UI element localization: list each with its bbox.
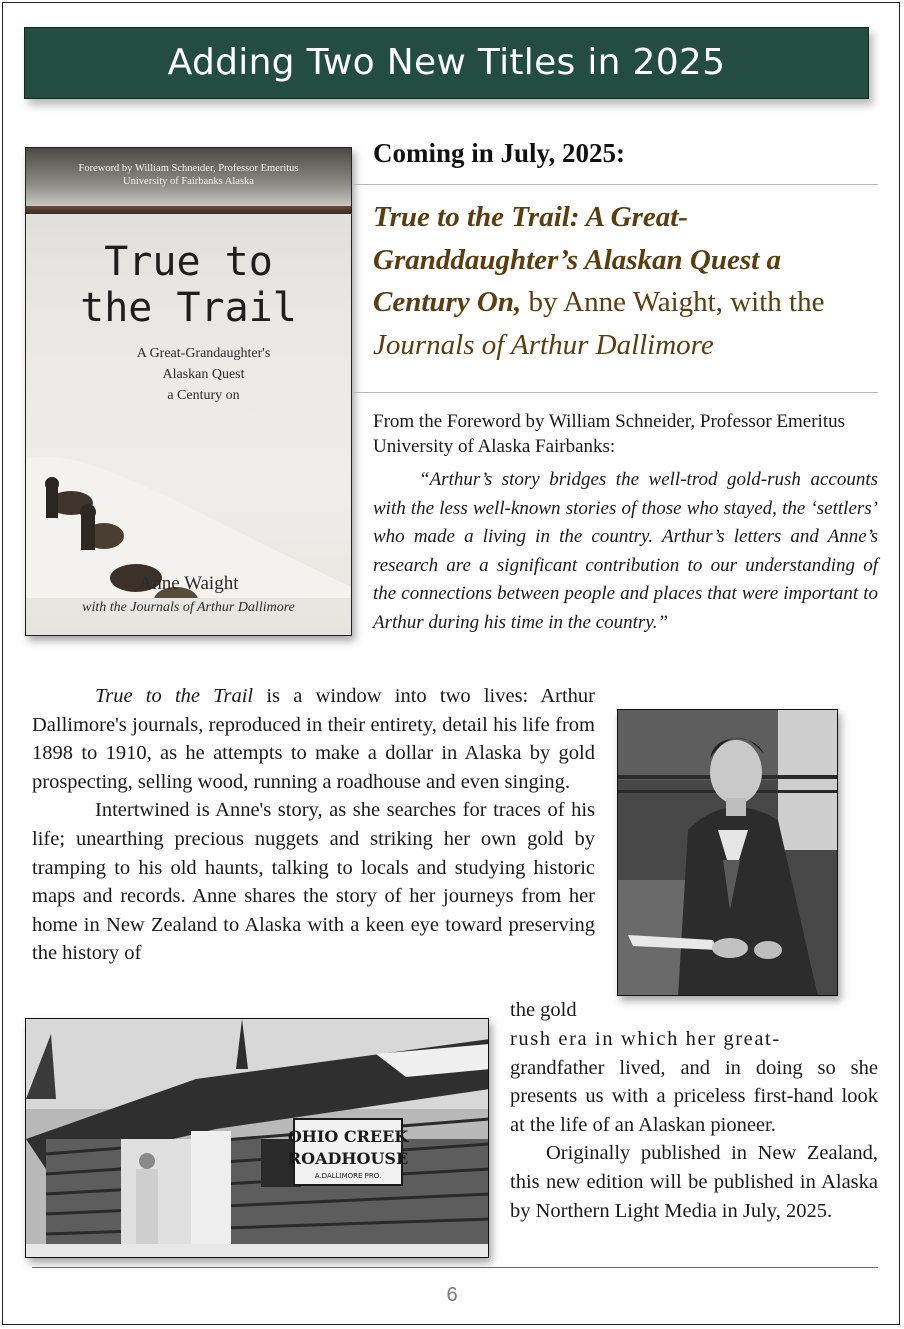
paragraph-2-gold: the gold xyxy=(510,999,577,1021)
foreword-intro: From the Foreword by William Schneider, Professor Emeritus University of Alaska Fairbanks: xyxy=(373,411,845,457)
cover-foreword xyxy=(26,162,351,188)
portrait-illustration xyxy=(618,710,838,996)
book-title: True to the Trail: A Great-Granddaughter’s Alaskan Quest a Century On, xyxy=(373,201,781,318)
divider-mid xyxy=(353,392,878,393)
paragraph-3: Originally published in New Zealand, this new edition will be published in Alaska by Northern Light Media in July, 2025. xyxy=(510,1142,878,1222)
divider-top xyxy=(353,184,878,185)
paragraph-2-rush: rush era in which her great- xyxy=(510,1028,781,1050)
cover-foreword-line1: Foreword by William Schneider, Professor Emeritus xyxy=(78,163,299,174)
cover-title-line2: the Trail xyxy=(80,285,297,331)
body-text-lower xyxy=(510,1025,878,1225)
coming-heading: Coming in July, 2025: xyxy=(373,138,626,168)
arthur-portrait-photo xyxy=(617,709,838,996)
roadhouse-sign-line1: OHIO CREEK xyxy=(287,1127,409,1146)
section-banner: Adding Two New Titles in 2025 xyxy=(24,27,869,99)
cover-journals: with the Journals of Arthur Dallimore xyxy=(82,600,295,615)
foreword-quote: “Arthur’s story bridges the well-trod gold-rush accounts with the less well-known stories of those who stayed, the ‘settlers’ who made a living in the country. Arthur’s letters and Anne’s research are a significant contribution to our understanding of the connections between people and places that were important to Arthur during his time in the country.” xyxy=(373,469,878,633)
book-title-block xyxy=(373,196,873,366)
cover-foreword-line2: University of Fairbanks Alaska xyxy=(123,176,254,187)
roadhouse-illustration xyxy=(26,1019,489,1258)
cover-subtitle-line2: Alaskan Quest xyxy=(162,367,245,382)
cover-subtitle-line3: a Century on xyxy=(167,388,240,403)
paragraph-2-start: Intertwined is Anne's story, as she searches for traces of his life; unearthing precious nuggets and striking her own gold by tramping to his old haunts, talking to locals and studying historic maps and records. Anne shares the story of her journeys from her home in New Zealand to Alaska with a keen eye toward preserving the history of xyxy=(32,799,595,965)
cover-subtitle-line1: A Great-Grandaughter's xyxy=(136,346,271,361)
paragraph-1 xyxy=(32,682,595,796)
footer-rule xyxy=(32,1267,878,1268)
cover-author: Anne Waight xyxy=(138,573,239,594)
roadhouse-sign-line3: A.DALLIMORE PRO. xyxy=(314,1172,382,1180)
paragraph-2-end: grandfather lived, and in doing so she presents us with a priceless first-hand look at the life of an Alaskan pioneer. xyxy=(510,1056,878,1136)
paragraph-1-title: True to the Trail xyxy=(95,685,254,707)
roadhouse-photo xyxy=(25,1018,489,1258)
cover-subtitle xyxy=(86,343,321,406)
paragraph-1-text: is a window into two lives: Arthur Dallimore's journals, reproduced in their entirety, detail his life from 1898 to 1910, as he attempts to make a dollar in Alaska by gold prospecting, selling wood, running a roadhouse and even singing. xyxy=(32,685,595,793)
roadhouse-sign-line2: ROADHOUSE xyxy=(287,1149,409,1168)
book-cover-image xyxy=(25,147,352,636)
book-byline: by Anne Waight, with the xyxy=(521,286,825,318)
page-number: 6 xyxy=(446,1284,458,1306)
cover-title-line1: True to xyxy=(104,239,273,285)
cover-rail xyxy=(26,206,351,214)
book-journals: Journals of Arthur Dallimore xyxy=(373,328,714,361)
body-text-upper xyxy=(32,682,595,968)
